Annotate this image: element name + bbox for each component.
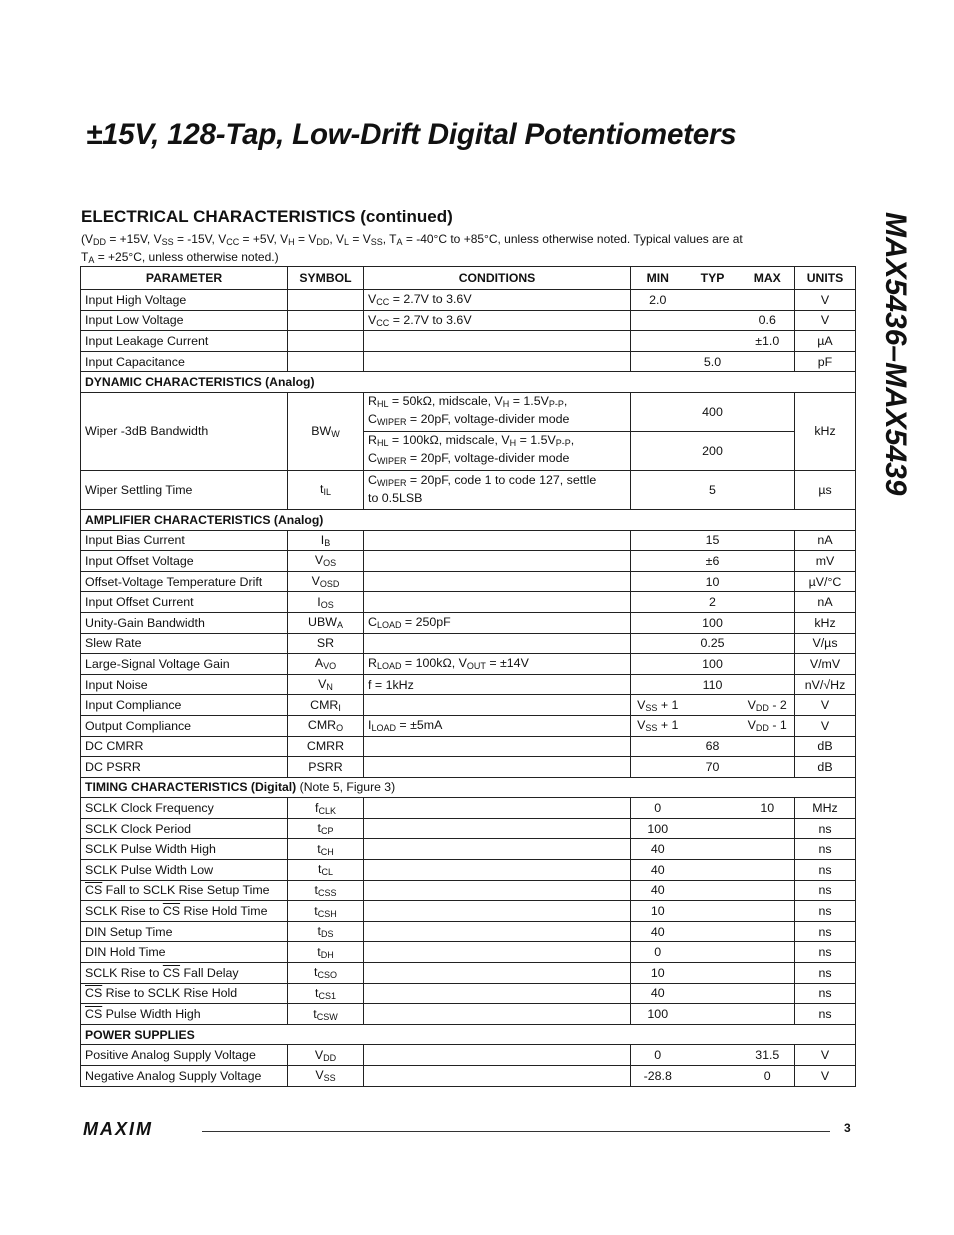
cell-units: ns bbox=[795, 860, 856, 881]
timing-section bbox=[81, 777, 856, 798]
cell-units: µA bbox=[795, 331, 856, 352]
cell-conditions bbox=[364, 633, 631, 654]
cell-min: 0 bbox=[631, 798, 685, 819]
cell-conditions bbox=[364, 736, 631, 757]
cell-max bbox=[741, 983, 795, 1004]
cell-symbol bbox=[288, 290, 364, 311]
cell-conditions bbox=[364, 1045, 631, 1066]
cell-conditions bbox=[364, 1004, 631, 1025]
cell-typ: 10 bbox=[685, 571, 741, 592]
cell-parameter: Unity-Gain Bandwidth bbox=[81, 612, 288, 633]
table-row bbox=[81, 715, 856, 736]
cell-parameter: SCLK Rise to $\overline{CS}$ Fall Delay bbox=[81, 963, 288, 984]
group-row bbox=[81, 372, 856, 393]
cell-min bbox=[631, 351, 685, 372]
table-row bbox=[81, 983, 856, 1004]
cell-conditions bbox=[364, 839, 631, 860]
timing-rows bbox=[81, 798, 856, 1025]
cell-max bbox=[741, 431, 795, 470]
cell-symbol: $CMR_O$ bbox=[288, 715, 364, 736]
cell-symbol: CMRR bbox=[288, 736, 364, 757]
amplifier-rows bbox=[81, 530, 856, 777]
cell-min: 0 bbox=[631, 1045, 685, 1066]
table-header-row bbox=[81, 267, 856, 290]
cell-conditions bbox=[364, 431, 631, 470]
cell-conditions: $I_{LOAD} = \pm 5mA$ bbox=[364, 715, 631, 736]
cell-parameter: Input Bias Current bbox=[81, 530, 288, 551]
cell-units: ns bbox=[795, 942, 856, 963]
cell-min: -28.8 bbox=[631, 1066, 685, 1087]
cell-min: 40 bbox=[631, 983, 685, 1004]
cell-units: ns bbox=[795, 818, 856, 839]
cell-units: µV/°C bbox=[795, 571, 856, 592]
col-units: UNITS bbox=[795, 267, 856, 290]
cell-symbol: $BW_W$ bbox=[288, 392, 364, 470]
cell-units: V bbox=[795, 715, 856, 736]
cell-units: nA bbox=[795, 530, 856, 551]
table-row bbox=[81, 331, 856, 352]
cell-units: kHz bbox=[795, 392, 856, 470]
cell-max: ±1.0 bbox=[741, 331, 795, 352]
cell-min: 10 bbox=[631, 963, 685, 984]
table-row bbox=[81, 470, 856, 509]
cell-min bbox=[631, 470, 685, 509]
cell-max bbox=[741, 530, 795, 551]
cell-typ bbox=[685, 290, 741, 311]
condition-line: $C_{WIPER} = 20pF$, code 1 to code 127, settle bbox=[368, 473, 597, 489]
cell-units: V bbox=[795, 310, 856, 331]
cell-min bbox=[631, 654, 685, 675]
cell-typ: 200 bbox=[685, 431, 741, 470]
power-section bbox=[81, 1024, 856, 1045]
cell-typ bbox=[685, 331, 741, 352]
cell-typ: 400 bbox=[685, 392, 741, 431]
cell-conditions bbox=[364, 551, 631, 572]
cell-max bbox=[741, 736, 795, 757]
cell-typ bbox=[685, 921, 741, 942]
cell-min: 100 bbox=[631, 1004, 685, 1025]
cell-typ: 5.0 bbox=[685, 351, 741, 372]
table-row bbox=[81, 963, 856, 984]
cell-min: 40 bbox=[631, 860, 685, 881]
cell-units: dB bbox=[795, 757, 856, 778]
cell-typ bbox=[685, 839, 741, 860]
cell-min: 10 bbox=[631, 901, 685, 922]
cell-parameter: SCLK Pulse Width Low bbox=[81, 860, 288, 881]
cell-typ bbox=[685, 942, 741, 963]
cell-parameter: Input Compliance bbox=[81, 695, 288, 716]
col-max: MAX bbox=[741, 267, 795, 290]
group-title-timing bbox=[81, 777, 856, 798]
cell-min bbox=[631, 736, 685, 757]
group-title-power: POWER SUPPLIES bbox=[81, 1024, 856, 1045]
cell-units: nV/√Hz bbox=[795, 674, 856, 695]
cell-symbol: $CMR_I$ bbox=[288, 695, 364, 716]
cell-conditions bbox=[364, 470, 631, 509]
cell-max bbox=[741, 942, 795, 963]
cell-symbol: $t_{CH}$ bbox=[288, 839, 364, 860]
cell-units: MHz bbox=[795, 798, 856, 819]
cell-conditions: $V_{CC} = 2.7V$ to 3.6V bbox=[364, 290, 631, 311]
table-row bbox=[81, 1004, 856, 1025]
cell-parameter: Input Offset Voltage bbox=[81, 551, 288, 572]
cell-max bbox=[741, 592, 795, 613]
cell-conditions bbox=[364, 695, 631, 716]
cell-min bbox=[631, 674, 685, 695]
cell-min: 2.0 bbox=[631, 290, 685, 311]
test-conditions-line-2: $T_A = +25^\circ C$, unless otherwise noted.) bbox=[81, 249, 279, 265]
cell-max: 10 bbox=[741, 798, 795, 819]
cell-typ bbox=[685, 983, 741, 1004]
cell-parameter: Slew Rate bbox=[81, 633, 288, 654]
cell-min: 100 bbox=[631, 818, 685, 839]
cell-typ bbox=[685, 860, 741, 881]
cell-parameter: SCLK Pulse Width High bbox=[81, 839, 288, 860]
cell-units: ns bbox=[795, 880, 856, 901]
cell-parameter: Large-Signal Voltage Gain bbox=[81, 654, 288, 675]
cell-symbol: $t_{DS}$ bbox=[288, 921, 364, 942]
cell-parameter: DC PSRR bbox=[81, 757, 288, 778]
cell-parameter: Wiper -3dB Bandwidth bbox=[81, 392, 288, 470]
section-title: ELECTRICAL CHARACTERISTICS (continued) bbox=[81, 207, 453, 226]
cell-units: µs bbox=[795, 470, 856, 509]
cell-units: V/mV bbox=[795, 654, 856, 675]
group-title-dynamic: DYNAMIC CHARACTERISTICS (Analog) bbox=[81, 372, 856, 393]
cell-max bbox=[741, 612, 795, 633]
cell-max bbox=[741, 654, 795, 675]
cell-parameter: Input Noise bbox=[81, 674, 288, 695]
cell-units: ns bbox=[795, 1004, 856, 1025]
cell-symbol bbox=[288, 310, 364, 331]
table-row bbox=[81, 592, 856, 613]
cell-min: 40 bbox=[631, 839, 685, 860]
cell-conditions bbox=[364, 860, 631, 881]
cell-conditions bbox=[364, 392, 631, 431]
cell-parameter: $\overline{CS}$ Rise to SCLK Rise Hold bbox=[81, 983, 288, 1004]
cell-symbol: $t_{CL}$ bbox=[288, 860, 364, 881]
cell-symbol bbox=[288, 331, 364, 352]
cell-typ: ±6 bbox=[685, 551, 741, 572]
table-row bbox=[81, 860, 856, 881]
table-row bbox=[81, 1045, 856, 1066]
cell-max bbox=[741, 551, 795, 572]
cell-units: ns bbox=[795, 921, 856, 942]
cell-parameter: Output Compliance bbox=[81, 715, 288, 736]
cell-min: 0 bbox=[631, 942, 685, 963]
cell-units: ns bbox=[795, 983, 856, 1004]
col-conditions: CONDITIONS bbox=[364, 267, 631, 290]
cell-typ bbox=[685, 310, 741, 331]
cell-units: ns bbox=[795, 839, 856, 860]
cell-conditions bbox=[364, 921, 631, 942]
cell-parameter: Input Offset Current bbox=[81, 592, 288, 613]
cell-min bbox=[631, 592, 685, 613]
cell-parameter: DIN Setup Time bbox=[81, 921, 288, 942]
cell-min bbox=[631, 392, 685, 431]
condition-line: $C_{WIPER} = 20pF$, voltage-divider mode bbox=[368, 450, 570, 466]
cell-units: V bbox=[795, 290, 856, 311]
cell-parameter: Input Low Voltage bbox=[81, 310, 288, 331]
group-title-amplifier: AMPLIFIER CHARACTERISTICS (Analog) bbox=[81, 509, 856, 530]
cell-parameter: Offset-Voltage Temperature Drift bbox=[81, 571, 288, 592]
cell-min: 40 bbox=[631, 880, 685, 901]
cell-max: 0 bbox=[741, 1066, 795, 1087]
cell-max bbox=[741, 351, 795, 372]
group-row bbox=[81, 509, 856, 530]
cell-min bbox=[631, 551, 685, 572]
cell-parameter: $\overline{CS}$ Fall to SCLK Rise Setup Time bbox=[81, 880, 288, 901]
maxim-logo: MAXIM bbox=[83, 1119, 153, 1139]
table-row bbox=[81, 880, 856, 901]
cell-min bbox=[631, 612, 685, 633]
table-row bbox=[81, 839, 856, 860]
cell-units: ns bbox=[795, 901, 856, 922]
cell-typ: 70 bbox=[685, 757, 741, 778]
cell-symbol: $A_{VO}$ bbox=[288, 654, 364, 675]
cell-symbol: $V_{SS}$ bbox=[288, 1066, 364, 1087]
table-row bbox=[81, 921, 856, 942]
cell-min: $V_{SS} + 1$ bbox=[631, 715, 685, 736]
cell-parameter: $\overline{CS}$ Pulse Width High bbox=[81, 1004, 288, 1025]
table-row bbox=[81, 736, 856, 757]
cell-units: V bbox=[795, 1045, 856, 1066]
cell-symbol: $t_{DH}$ bbox=[288, 942, 364, 963]
cell-conditions bbox=[364, 818, 631, 839]
table-row bbox=[81, 695, 856, 716]
cell-conditions: $V_{CC} = 2.7V$ to 3.6V bbox=[364, 310, 631, 331]
cell-typ: 110 bbox=[685, 674, 741, 695]
cell-conditions bbox=[364, 880, 631, 901]
cell-conditions bbox=[364, 798, 631, 819]
group-title-timing-text: TIMING CHARACTERISTICS (Digital) bbox=[85, 780, 297, 795]
cell-parameter: Negative Analog Supply Voltage bbox=[81, 1066, 288, 1087]
cell-max bbox=[741, 290, 795, 311]
col-symbol: SYMBOL bbox=[288, 267, 364, 290]
cell-parameter: Input High Voltage bbox=[81, 290, 288, 311]
cell-min bbox=[631, 757, 685, 778]
cell-units: V/µs bbox=[795, 633, 856, 654]
cell-typ: 5 bbox=[685, 470, 741, 509]
cell-conditions: $R_{LOAD} = 100k\Omega$, $V_{OUT} = \pm 14V$ bbox=[364, 654, 631, 675]
cell-parameter: Wiper Settling Time bbox=[81, 470, 288, 509]
cell-max: $V_{DD} - 1$ bbox=[741, 715, 795, 736]
cell-max bbox=[741, 839, 795, 860]
cell-max: $V_{DD} - 2$ bbox=[741, 695, 795, 716]
cell-max bbox=[741, 757, 795, 778]
table-row bbox=[81, 351, 856, 372]
col-typ: TYP bbox=[685, 267, 741, 290]
cell-symbol: $V_{OSD}$ bbox=[288, 571, 364, 592]
cell-typ bbox=[685, 1004, 741, 1025]
cell-symbol: $V_N$ bbox=[288, 674, 364, 695]
cell-typ bbox=[685, 695, 741, 716]
cell-symbol: $t_{CSS}$ bbox=[288, 880, 364, 901]
cell-symbol: SR bbox=[288, 633, 364, 654]
cell-typ bbox=[685, 798, 741, 819]
cell-parameter: Input Capacitance bbox=[81, 351, 288, 372]
condition-line: $R_{HL} = 50k\Omega$, midscale, $V_H = 1.5V_{P-P}$, bbox=[368, 393, 568, 409]
cell-max bbox=[741, 571, 795, 592]
cell-symbol: $I_{OS}$ bbox=[288, 592, 364, 613]
table-row bbox=[81, 654, 856, 675]
table-row bbox=[81, 530, 856, 551]
cell-typ: 15 bbox=[685, 530, 741, 551]
cell-max bbox=[741, 818, 795, 839]
cell-max bbox=[741, 633, 795, 654]
side-part-number: MAX5436–MAX5439 bbox=[879, 212, 912, 496]
cell-typ bbox=[685, 818, 741, 839]
group-row bbox=[81, 1024, 856, 1045]
cell-max bbox=[741, 921, 795, 942]
cell-conditions bbox=[364, 351, 631, 372]
table-row bbox=[81, 1066, 856, 1087]
cell-parameter: SCLK Clock Period bbox=[81, 818, 288, 839]
condition-line: $R_{HL} = 100k\Omega$, midscale, $V_H = 1.5V_{P-P}$, bbox=[368, 432, 575, 448]
cell-conditions bbox=[364, 942, 631, 963]
cell-parameter: Input Leakage Current bbox=[81, 331, 288, 352]
amplifier-section bbox=[81, 509, 856, 530]
table-row bbox=[81, 310, 856, 331]
cell-conditions bbox=[364, 757, 631, 778]
table-row bbox=[81, 757, 856, 778]
cell-max bbox=[741, 860, 795, 881]
cell-min bbox=[631, 431, 685, 470]
cell-symbol: $t_{CSO}$ bbox=[288, 963, 364, 984]
cell-min: $V_{SS} + 1$ bbox=[631, 695, 685, 716]
cell-conditions bbox=[364, 592, 631, 613]
cell-typ: 68 bbox=[685, 736, 741, 757]
cell-units: V bbox=[795, 1066, 856, 1087]
table-row bbox=[81, 901, 856, 922]
cell-symbol: $V_{DD}$ bbox=[288, 1045, 364, 1066]
cell-min bbox=[631, 310, 685, 331]
power-rows bbox=[81, 1045, 856, 1086]
cell-max: 31.5 bbox=[741, 1045, 795, 1066]
table-row bbox=[81, 798, 856, 819]
cell-symbol: $UBW_A$ bbox=[288, 612, 364, 633]
cell-min bbox=[631, 571, 685, 592]
cell-typ bbox=[685, 1045, 741, 1066]
cell-units: pF bbox=[795, 351, 856, 372]
cell-conditions bbox=[364, 530, 631, 551]
cell-parameter: DIN Hold Time bbox=[81, 942, 288, 963]
table-row bbox=[81, 392, 856, 431]
table-row bbox=[81, 818, 856, 839]
cell-typ: 0.25 bbox=[685, 633, 741, 654]
cell-max bbox=[741, 1004, 795, 1025]
table-row bbox=[81, 674, 856, 695]
condition-line: to 0.5LSB bbox=[368, 491, 423, 506]
cell-symbol: PSRR bbox=[288, 757, 364, 778]
cell-max bbox=[741, 963, 795, 984]
digital-input-rows bbox=[81, 290, 856, 372]
cell-units: dB bbox=[795, 736, 856, 757]
table-row bbox=[81, 571, 856, 592]
cell-typ bbox=[685, 1066, 741, 1087]
col-parameter: PARAMETER bbox=[81, 267, 288, 290]
page-title: ±15V, 128-Tap, Low-Drift Digital Potentiometers bbox=[86, 118, 737, 151]
cell-symbol: $I_B$ bbox=[288, 530, 364, 551]
cell-max bbox=[741, 674, 795, 695]
cell-max: 0.6 bbox=[741, 310, 795, 331]
cell-conditions: $C_{LOAD} = 250pF$ bbox=[364, 612, 631, 633]
cell-conditions bbox=[364, 1066, 631, 1087]
cell-symbol: $t_{CP}$ bbox=[288, 818, 364, 839]
cell-max bbox=[741, 901, 795, 922]
table-row bbox=[81, 551, 856, 572]
cell-max bbox=[741, 392, 795, 431]
table-row bbox=[81, 290, 856, 311]
cell-conditions bbox=[364, 983, 631, 1004]
cell-parameter: SCLK Clock Frequency bbox=[81, 798, 288, 819]
cell-typ: 100 bbox=[685, 612, 741, 633]
cell-symbol: $t_{CSH}$ bbox=[288, 901, 364, 922]
cell-units: ns bbox=[795, 963, 856, 984]
cell-conditions bbox=[364, 571, 631, 592]
cell-conditions bbox=[364, 901, 631, 922]
cell-units: kHz bbox=[795, 612, 856, 633]
cell-max bbox=[741, 470, 795, 509]
cell-symbol bbox=[288, 351, 364, 372]
test-conditions bbox=[81, 232, 855, 267]
footer-divider bbox=[202, 1131, 830, 1132]
cell-typ bbox=[685, 901, 741, 922]
cell-parameter: SCLK Rise to $\overline{CS}$ Rise Hold Time bbox=[81, 901, 288, 922]
cell-parameter: DC CMRR bbox=[81, 736, 288, 757]
page-number: 3 bbox=[844, 1121, 851, 1135]
electrical-characteristics-table bbox=[80, 266, 856, 1087]
cell-conditions bbox=[364, 331, 631, 352]
cell-symbol: $V_{OS}$ bbox=[288, 551, 364, 572]
cell-conditions: f = 1kHz bbox=[364, 674, 631, 695]
table-row bbox=[81, 942, 856, 963]
condition-line: $C_{WIPER} = 20pF$, voltage-divider mode bbox=[368, 411, 570, 427]
cell-symbol: $t_{CS1}$ bbox=[288, 983, 364, 1004]
cell-symbol: $t_{CSW}$ bbox=[288, 1004, 364, 1025]
cell-conditions bbox=[364, 963, 631, 984]
group-title-timing-note: (Note 5, Figure 3) bbox=[299, 780, 396, 795]
table-row bbox=[81, 633, 856, 654]
table-row bbox=[81, 612, 856, 633]
cell-typ: 100 bbox=[685, 654, 741, 675]
cell-units: nA bbox=[795, 592, 856, 613]
cell-min: 40 bbox=[631, 921, 685, 942]
cell-parameter: Positive Analog Supply Voltage bbox=[81, 1045, 288, 1066]
cell-typ bbox=[685, 963, 741, 984]
test-conditions-line-1: ($V_{DD} = +15V$, $V_{SS} = -15V$, $V_{CC} = +5V$, $V_H = V_{DD}$, $V_L = V_{SS}$, $T_A = -40^\circ C$ to +85°C, unless otherwise noted. Typical values are at bbox=[81, 232, 743, 247]
cell-max bbox=[741, 880, 795, 901]
cell-min bbox=[631, 530, 685, 551]
dynamic-section bbox=[81, 372, 856, 510]
cell-units: mV bbox=[795, 551, 856, 572]
cell-typ bbox=[685, 715, 741, 736]
col-min: MIN bbox=[631, 267, 685, 290]
cell-min bbox=[631, 633, 685, 654]
cell-typ bbox=[685, 880, 741, 901]
cell-min bbox=[631, 331, 685, 352]
cell-symbol: $f_{CLK}$ bbox=[288, 798, 364, 819]
cell-units: V bbox=[795, 695, 856, 716]
group-row bbox=[81, 777, 856, 798]
cell-typ: 2 bbox=[685, 592, 741, 613]
cell-symbol: $t_{IL}$ bbox=[288, 470, 364, 509]
